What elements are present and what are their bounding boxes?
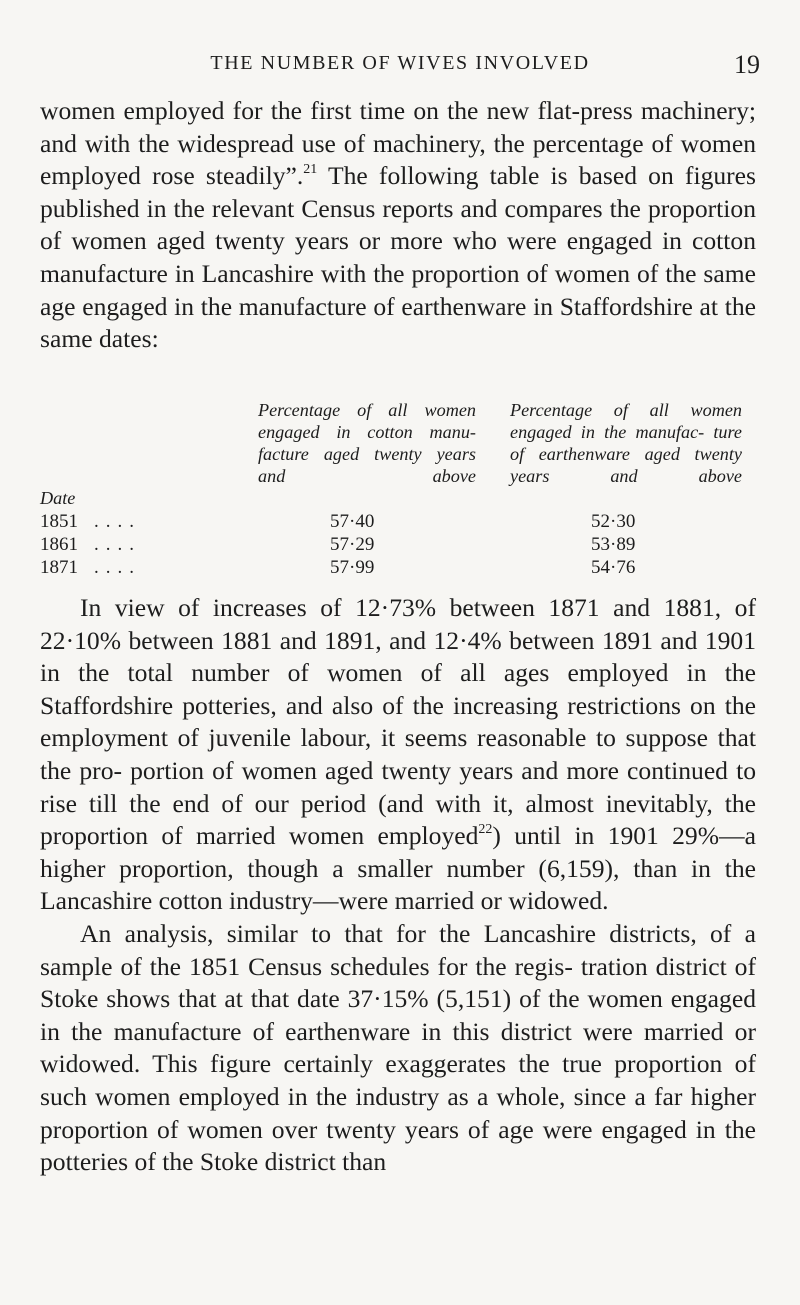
table-row <box>40 534 756 556</box>
row-year: 1871 <box>40 557 78 578</box>
paragraph-increases-text-b: ) until in 1901 29%—a higher proportion, though a smaller number (6,159), than in the Lancashire cotton industry—were married or widowed. <box>40 821 756 916</box>
row-earthenware-value: 53·89 <box>591 534 636 555</box>
row-cotton-value: 57·40 <box>330 511 375 532</box>
paragraph-intro-text-a: women employed for the first time on the new flat-press machinery; and with the widespread use of machinery, the percentage of women employed rose steadily”. <box>40 96 756 191</box>
table-header-earthenware: Percentage of all women engaged in the manufac- ture of earthenware aged twenty years and above <box>510 400 742 486</box>
paragraph-analysis: An analysis, similar to that for the Lancashire districts, of a sample of the 1851 Census schedules for the regis- tration district of Stoke shows that at that date 37·15% (5,151) of the women engaged in the manufacture of earthenware in this district were married or widowed. This figure certainly exaggerates the true proportion of such women employed in the industry as a whole, since a far higher proportion of women over twenty years of age were engaged in the potteries of the Stoke district than <box>40 918 756 1177</box>
row-earthenware-value: 52·30 <box>591 511 636 532</box>
row-earthenware-value: 54·76 <box>591 557 636 578</box>
page-number: 19 <box>734 50 760 79</box>
row-cotton-value: 57·99 <box>330 557 375 578</box>
table-row <box>40 557 756 579</box>
row-leader-dots: .... <box>94 557 141 578</box>
paragraph-increases <box>40 592 756 1179</box>
row-cotton-value: 57·29 <box>330 534 375 555</box>
footnote-ref-22[interactable]: 22 <box>478 822 493 838</box>
footnote-ref-21[interactable]: 21 <box>303 162 318 178</box>
table-header-date: Date <box>40 488 76 508</box>
row-leader-dots: .... <box>94 511 141 532</box>
row-year: 1861 <box>40 534 78 555</box>
census-table <box>40 398 756 578</box>
paragraph-increases-text-a: In view of increases of 12·73% between 1871 and 1881, of 22·10% between 1881 and 1891, and 12·4% between 1891 and 1901 in the total number of women of all ages employed in the Staffordshire potteries, and also of the increasing restrictions on the employment of juvenile labour, it seems reasonable to suppose that the pro- portion of women aged twenty years and more continued to rise till the end of our period (and with it, almost inevitably, the proportion of married women employed <box>40 593 756 851</box>
row-leader-dots: .... <box>94 534 141 555</box>
table-header-cotton: Percentage of all women engaged in cotton manu- facture aged twenty years and above <box>258 400 476 486</box>
row-year: 1851 <box>40 511 78 532</box>
running-head: THE NUMBER OF WIVES INVOLVED <box>210 52 590 74</box>
paragraph-intro-text-b: The following table is based on figures published in the relevant Census reports and compares the proportion of women aged twenty years or more who were engaged in cotton manufacture in Lancashire with the proportion of women of the same age engaged in the manufacture of earthenware in Staffordshire at the same dates: <box>40 161 757 354</box>
table-row <box>40 511 756 533</box>
paragraph-intro <box>40 95 756 356</box>
